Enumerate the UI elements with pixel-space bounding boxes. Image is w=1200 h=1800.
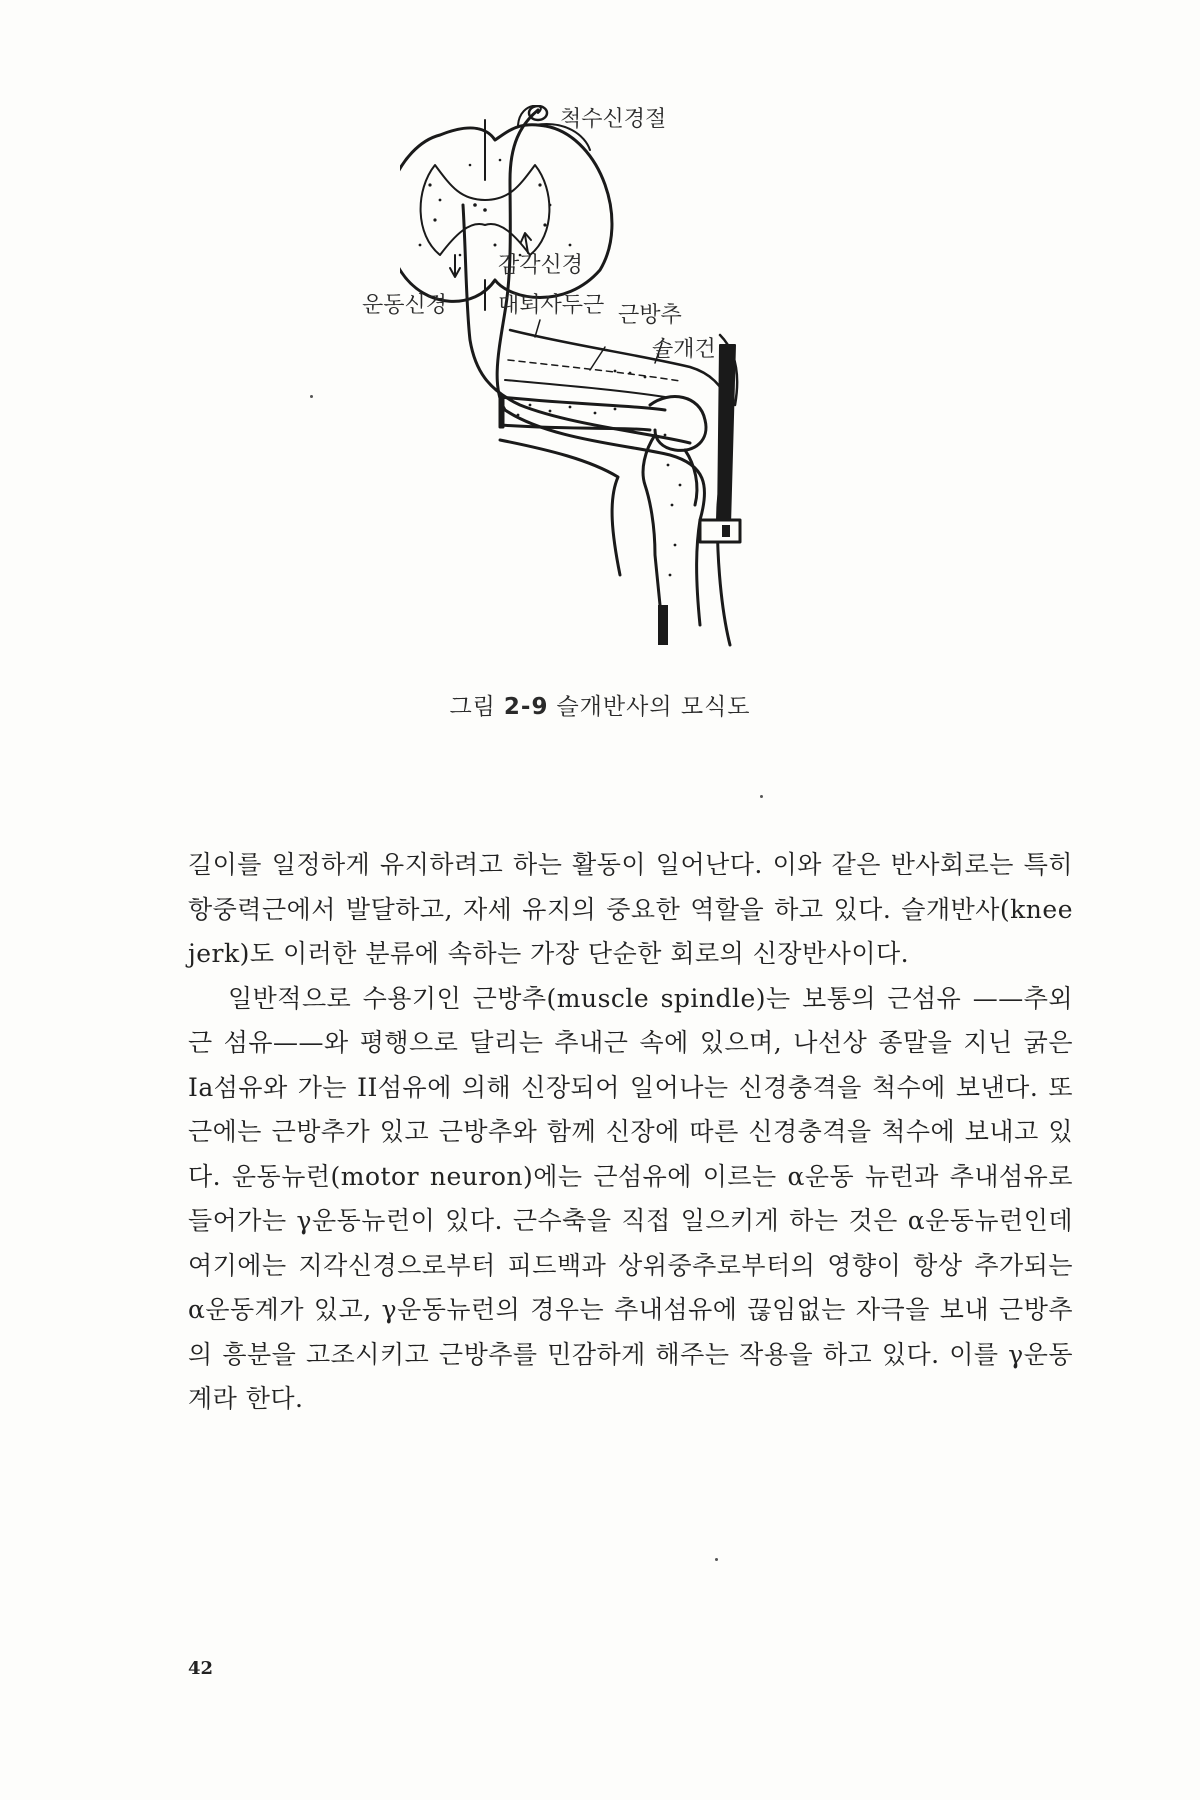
label-spinal-ganglion: 척수신경절 xyxy=(560,107,667,132)
scan-speck xyxy=(310,395,313,398)
paragraph-2: 일반적으로 수용기인 근방추(muscle spindle)는 보통의 근섬유 ——추외근 섬유——와 평행으로 달리는 추내근 속에 있으며, 나선상 종말을 지닌 굵은 Ia섬유와 가는 II섬유에 의해 신장되어 일어나는 신경충격을 척수에 보낸다. 또 근에는 근방추가 있고 근방추와 함께 신장에 따른 신경충격을 척수에 보내고 있다. 운동뉴런(motor neuron)에는 근섬유에 이르는 α운동 뉴런과 추내섬유로 들어가는 γ운동뉴런이 있다. 근수축을 직접 일으키게 하는 것은 α운동뉴런인데 여기에는 지각신경으로부터 피드백과 상위중추로부터의 영향이 항상 추가되는 α운동계가 있고, γ운동뉴런의 경우는 추내섬유에 끊임없는 자극을 보내 근방추의 흥분을 고조시키고 근방추를 민감하게 해주는 작용을 하고 있다. 이를 γ운동계라 한다. xyxy=(188,983,1073,1413)
caption-number: 2-9 xyxy=(503,694,549,720)
label-sensory-nerve: 감각신경 xyxy=(498,253,584,278)
knee-jerk-reflex-figure xyxy=(362,105,820,665)
label-muscle-spindle: 근방추 xyxy=(618,303,682,328)
scan-speck xyxy=(760,795,763,798)
leg-outline xyxy=(500,440,620,575)
page-number: 42 xyxy=(188,1658,214,1679)
body-text xyxy=(188,843,1073,1422)
knee-joint xyxy=(650,397,706,451)
caption-prefix: 그림 xyxy=(449,694,496,720)
reflex-hammer xyxy=(718,345,735,525)
figure-caption xyxy=(0,688,1200,721)
knee-jerk-diagram xyxy=(400,105,820,665)
label-patellar-tendon: 슬개건 xyxy=(652,337,716,362)
label-motor-nerve: 운동신경 xyxy=(362,293,448,318)
label-quadriceps: 대퇴사두근 xyxy=(498,293,605,318)
scan-speck xyxy=(715,1558,718,1561)
caption-title: 슬개반사의 모식도 xyxy=(556,694,751,720)
sensory-nerve-path xyxy=(497,110,704,625)
paragraph-1: 길이를 일정하게 유지하려고 하는 활동이 일어난다. 이와 같은 반사회로는 특히 항중력근에서 발달하고, 자세 유지의 중요한 역할을 하고 있다. 슬개반사(knee jerk)도 이러한 분류에 속하는 가장 단순한 회로의 신장반사이다. xyxy=(188,850,1073,968)
